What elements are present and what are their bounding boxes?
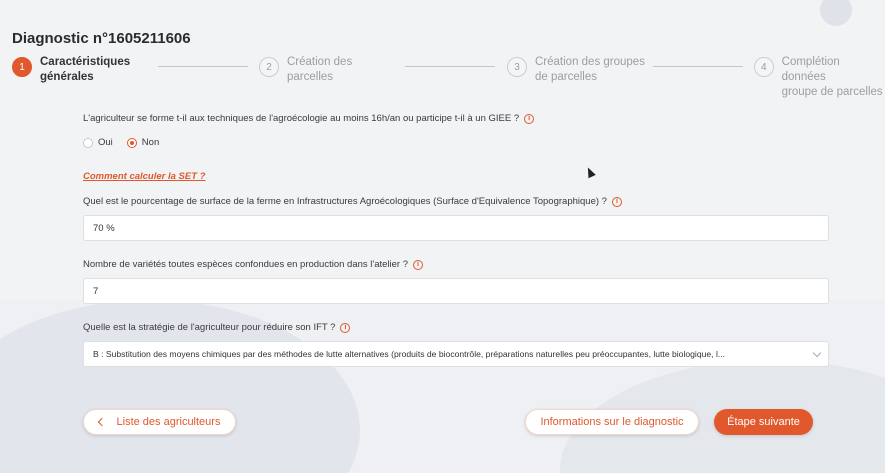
varieties-input[interactable]	[83, 278, 829, 304]
select-value: B : Substitution des moyens chimiques par des méthodes de lutte alternatives (produits de biocontrôle, préparations naturelles peu préoccupantes, lutte biologique, l...	[93, 349, 726, 359]
radio-oui[interactable]	[83, 138, 93, 148]
radio-label-non[interactable]: Non	[141, 137, 160, 148]
step-label: Caractéristiques générales	[40, 56, 131, 83]
step-number: 1	[12, 57, 32, 77]
step-3[interactable]	[507, 55, 645, 85]
radio-non[interactable]	[127, 138, 137, 148]
button-label: Liste des agriculteurs	[116, 416, 221, 428]
step-number: 4	[754, 57, 774, 77]
next-step-button[interactable]	[714, 409, 813, 435]
question-text: Quel est le pourcentage de surface de la ferme en Infrastructures Agroécologiques (Surface d'Equivalence Topographique) ?	[83, 196, 607, 207]
page-title: Diagnostic n°1605211606	[12, 30, 191, 47]
question-text: Quelle est la stratégie de l'agriculteur pour réduire son IFT ?	[83, 322, 336, 333]
step-label: Création des parcelles	[287, 56, 353, 83]
step-4[interactable]	[754, 55, 885, 100]
button-label: Étape suivante	[727, 416, 800, 428]
ift-strategy-select[interactable]	[83, 341, 829, 367]
step-label: Complétion données groupe de parcelles	[781, 56, 883, 98]
step-number: 2	[259, 57, 279, 77]
info-icon[interactable]: i	[413, 260, 423, 270]
question-text: L'agriculteur se forme t-il aux techniques de l'agroécologie au moins 16h/an ou participe t-il à un GIEE ?	[83, 113, 520, 124]
info-icon[interactable]: i	[524, 114, 534, 124]
step-connector	[653, 66, 743, 67]
radio-group-training	[83, 137, 173, 148]
set-help-link[interactable]: Comment calculer la SET ?	[83, 171, 206, 182]
radio-label-oui[interactable]: Oui	[98, 137, 113, 148]
question-text: Nombre de variétés toutes espèces confondues en production dans l'atelier ?	[83, 259, 409, 270]
button-label: Informations sur le diagnostic	[540, 416, 684, 428]
set-percentage-input[interactable]	[83, 215, 829, 241]
input-value: 70 %	[93, 222, 115, 234]
step-1[interactable]	[12, 55, 130, 85]
question-set-percentage	[83, 196, 622, 207]
step-2[interactable]	[259, 55, 352, 85]
step-label: Création des groupes de parcelles	[535, 56, 645, 83]
chevron-left-icon	[97, 418, 105, 426]
step-connector	[405, 66, 495, 67]
step-connector	[158, 66, 248, 67]
input-value: 7	[93, 285, 99, 297]
chevron-down-icon[interactable]	[813, 349, 821, 357]
diagnostic-info-button[interactable]	[525, 409, 699, 435]
question-varieties	[83, 259, 423, 270]
farmers-list-button[interactable]	[83, 409, 236, 435]
question-training	[83, 113, 534, 124]
question-ift-strategy	[83, 322, 350, 333]
info-icon[interactable]: i	[612, 197, 622, 207]
info-icon[interactable]: i	[340, 323, 350, 333]
step-number: 3	[507, 57, 527, 77]
